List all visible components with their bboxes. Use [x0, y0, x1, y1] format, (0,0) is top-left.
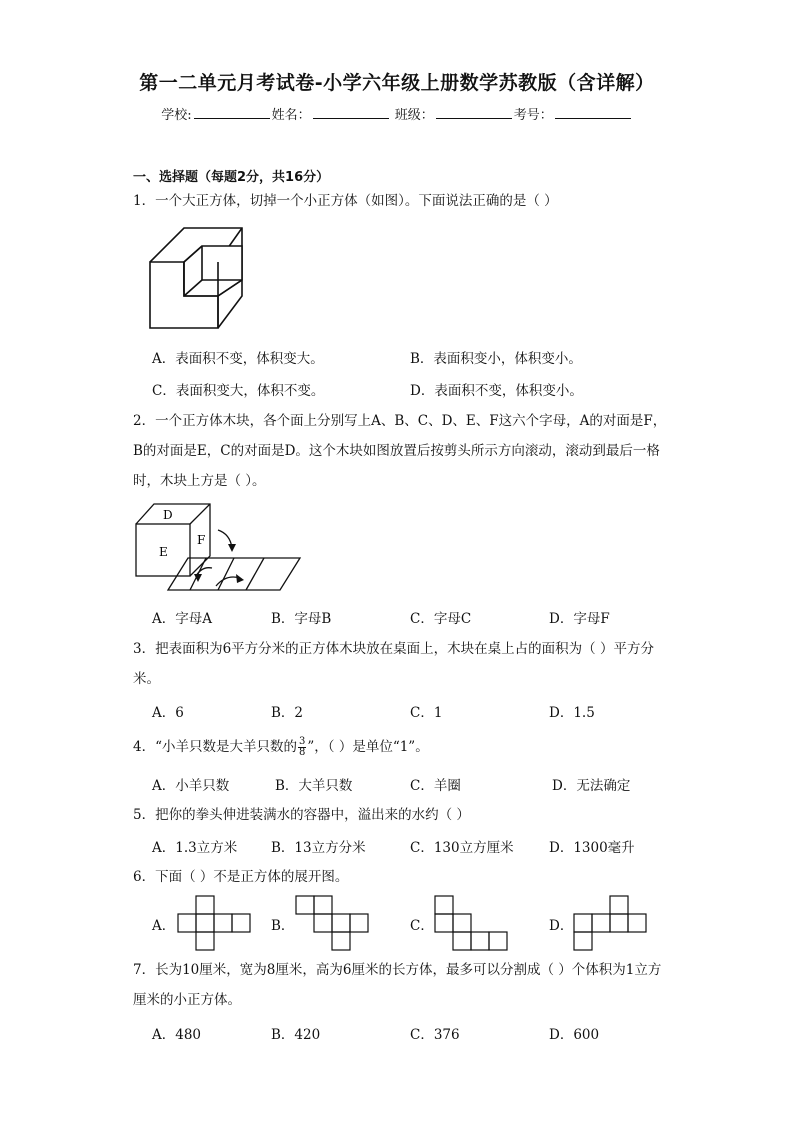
- q5-option-c[interactable]: C．130立方厘米: [410, 840, 514, 856]
- q6-option-b[interactable]: B．: [271, 918, 295, 934]
- q1-cube-figure: [148, 224, 248, 330]
- q6-option-a[interactable]: A．: [152, 918, 176, 934]
- q3-option-d[interactable]: D．1.5: [549, 705, 595, 721]
- q7-option-a[interactable]: A．480: [152, 1027, 202, 1043]
- school-label: 学校:: [161, 108, 192, 123]
- question-7-stem: 7．长为10厘米，宽为8厘米，高为6厘米的长方体，最多可以分割成（ ）个体积为1立方厘米的小正方体。: [133, 962, 662, 1008]
- number-blank[interactable]: [555, 106, 631, 119]
- q5-option-a[interactable]: A．1.3立方米: [152, 840, 238, 856]
- name-label: 姓名：: [271, 108, 311, 123]
- q3-option-a[interactable]: A．6: [152, 705, 184, 721]
- q6-option-c[interactable]: C．: [410, 918, 434, 934]
- question-2-stem: 2．一个正方体木块，各个面上分别写上A、B、C、D、E、F这六个字母，A的对面是F，B的对面是E，C的对面是D。这个木块如图放置后按剪头所示方向滚动，滚动到最后一格时，木块上方是（ ）。: [133, 413, 667, 489]
- q4-stem-before: 4．“小羊只数是大羊只数的: [133, 739, 297, 755]
- q6-net-c: [434, 895, 510, 951]
- q4-stem-after: ”，（ ）是单位“1”。: [307, 739, 429, 755]
- q7-option-c[interactable]: C．376: [410, 1027, 460, 1043]
- q7-option-d[interactable]: D．600: [549, 1027, 600, 1043]
- q4-option-d[interactable]: D．无法确定: [552, 778, 631, 794]
- school-blank[interactable]: [194, 106, 270, 119]
- q4-fraction: [298, 737, 306, 758]
- q2-rolling-cube-figure: [134, 502, 304, 594]
- q3-option-b[interactable]: B．2: [271, 705, 304, 721]
- q2-option-c[interactable]: C．字母C: [410, 611, 472, 627]
- q1-option-d[interactable]: D．表面积不变，体积变小。: [410, 383, 583, 399]
- q4-option-b[interactable]: B．大羊只数: [275, 778, 353, 794]
- q4-option-c[interactable]: C．羊圈: [410, 778, 461, 794]
- q6-net-a: [177, 895, 253, 951]
- question-3-stem: 3．把表面积为6平方分米的正方体木块放在桌面上，木块在桌上占的面积为（ ）平方分米。: [133, 641, 654, 687]
- q1-option-b[interactable]: B．表面积变小，体积变小。: [410, 351, 582, 367]
- q6-net-b: [295, 895, 371, 951]
- class-blank[interactable]: [436, 106, 512, 119]
- q2-option-d[interactable]: D．字母F: [549, 611, 610, 627]
- class-label: 班级：: [394, 108, 434, 123]
- q2-face-label-e: E: [159, 545, 168, 559]
- section-heading: 一、选择题（每题2分，共16分）: [133, 170, 330, 185]
- name-blank[interactable]: [313, 106, 389, 119]
- q1-option-a[interactable]: A．表面积不变，体积变大。: [152, 351, 324, 367]
- q7-option-b[interactable]: B．420: [271, 1027, 321, 1043]
- q2-face-label-d: D: [163, 508, 173, 522]
- q1-option-c[interactable]: C．表面积变大，体积不变。: [152, 383, 325, 399]
- q6-net-d: [573, 895, 649, 951]
- q5-option-b[interactable]: B．13立方分米: [271, 840, 366, 856]
- q3-option-c[interactable]: C．1: [410, 705, 443, 721]
- q4-fraction-numerator: 3: [299, 736, 306, 747]
- question-4-stem: [133, 732, 668, 762]
- question-6-stem: 6．下面（ ）不是正方体的展开图。: [133, 869, 349, 885]
- q4-option-a[interactable]: A．小羊只数: [152, 778, 230, 794]
- question-1-stem: 1．一个大正方体，切掉一个小正方体（如图）。下面说法正确的是（ ）: [133, 193, 558, 209]
- q2-face-label-f: F: [197, 533, 206, 547]
- q4-fraction-denominator: 8: [299, 747, 306, 758]
- question-5-stem: 5．把你的拳头伸进装满水的容器中，溢出来的水约（ ）: [133, 807, 470, 823]
- q2-option-a[interactable]: A．字母A: [152, 611, 212, 627]
- q2-option-b[interactable]: B．字母B: [271, 611, 332, 627]
- q6-option-d[interactable]: D．: [549, 918, 574, 934]
- page-title: 第一二单元月考试卷-小学六年级上册数学苏教版（含详解）: [139, 72, 655, 94]
- student-info-line: [0, 104, 794, 123]
- q5-option-d[interactable]: D．1300毫升: [549, 840, 635, 856]
- number-label: 考号：: [513, 108, 553, 123]
